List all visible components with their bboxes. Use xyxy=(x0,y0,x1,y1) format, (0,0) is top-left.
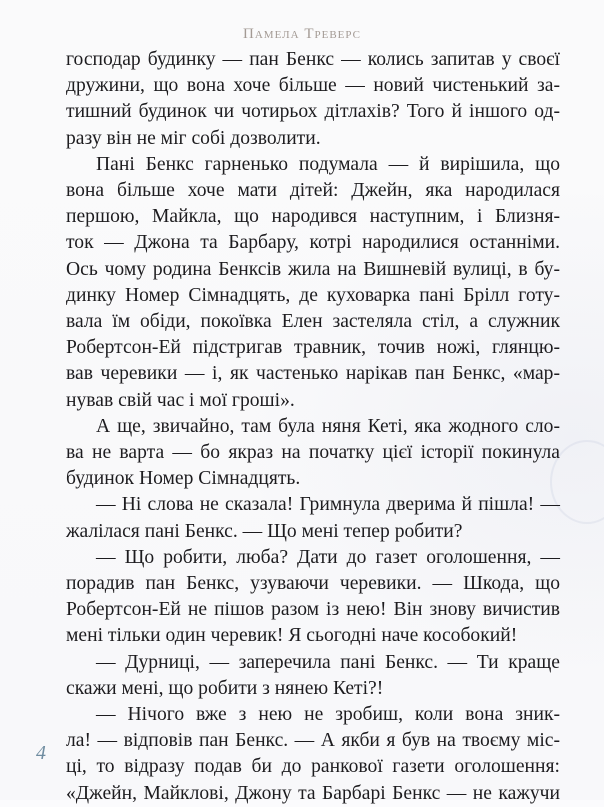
text-line: А ще, звичайно, там була няня Кеті, яка жодного сло- xyxy=(96,415,560,437)
text-line: дружини, що вона хоче більше — новий чистенький за- xyxy=(66,75,560,97)
text-line: жалілася пані Бенкс. — Що мені тепер робити? xyxy=(66,520,463,542)
text-line: — Дурниці, — заперечила пані Бенкс. — Ти краще xyxy=(96,651,560,673)
text-line: ла! — відповів пан Бенкс. — А якби я був на твоєму міс- xyxy=(66,730,560,752)
text-line: тишний будинок чи чотирьох дітлахів? Того й іншого од- xyxy=(66,101,560,123)
text-line: будинок Номер Сімнадцять. xyxy=(66,468,301,490)
text-line: вона більше хоче мати дітей: Джейн, яка народилася xyxy=(66,180,560,202)
text-line: нував свій час і мої гроші». xyxy=(66,389,295,411)
text-line: ці, то відразу подав би до ранкової газети оголошення: xyxy=(66,756,560,778)
text-line: ток — Джона та Барбару, котрі народилися останніми. xyxy=(66,232,560,254)
text-line: господар будинку — пан Бенкс — колись запитав у своєї xyxy=(66,49,560,70)
text-line: ва не варта — бо якраз на початку цієї історії покинула xyxy=(66,442,560,464)
text-line: Робертсон-Ей підстригав травник, точив ножі, глянцю- xyxy=(66,337,560,359)
text-line: «Джейн, Майклові, Джону та Барбарі Бенкс — не кажучи xyxy=(66,782,560,804)
body-text xyxy=(66,47,560,807)
page-number: 4 xyxy=(36,742,46,764)
running-head-author: Памела Треверс xyxy=(243,26,361,42)
text-line: вав черевики — і, як частенько нарікав пан Бенкс, «мар- xyxy=(66,363,560,385)
text-line: — Нічого вже з нею не зробиш, коли вона зник- xyxy=(96,704,560,726)
text-line: скажи мені, що робити з нянею Кеті?! xyxy=(66,677,384,699)
text-line: першою, Майкла, що народився наступним, і Близня- xyxy=(66,206,560,228)
text-line: мені тільки один черевик! Я сьогодні наче кособокий! xyxy=(66,625,518,647)
text-line: Пані Бенкс гарненько подумала — й вирішила, що xyxy=(96,153,560,175)
text-line: Ось чому родина Бенксів жила на Вишневій вулиці, в бу- xyxy=(66,258,560,280)
text-line: динку Номер Сімнадцять, де куховарка пані Брілл готу- xyxy=(66,284,560,306)
text-line: — Ні слова не сказала! Гримнула дверима й пішла! — xyxy=(96,494,560,516)
text-line: вала їм обіди, покоївка Елен застеляла стіл, а служник xyxy=(66,311,560,333)
text-line: разу він не міг собі дозволити. xyxy=(66,127,321,149)
text-line: Робертсон-Ей не пішов разом із нею! Він знову вичистив xyxy=(66,599,560,621)
text-line: порадив пан Бенкс, узуваючи черевики. — Шкода, що xyxy=(66,573,560,595)
text-line: — Що робити, люба? Дати до газет оголошення, — xyxy=(96,546,560,568)
